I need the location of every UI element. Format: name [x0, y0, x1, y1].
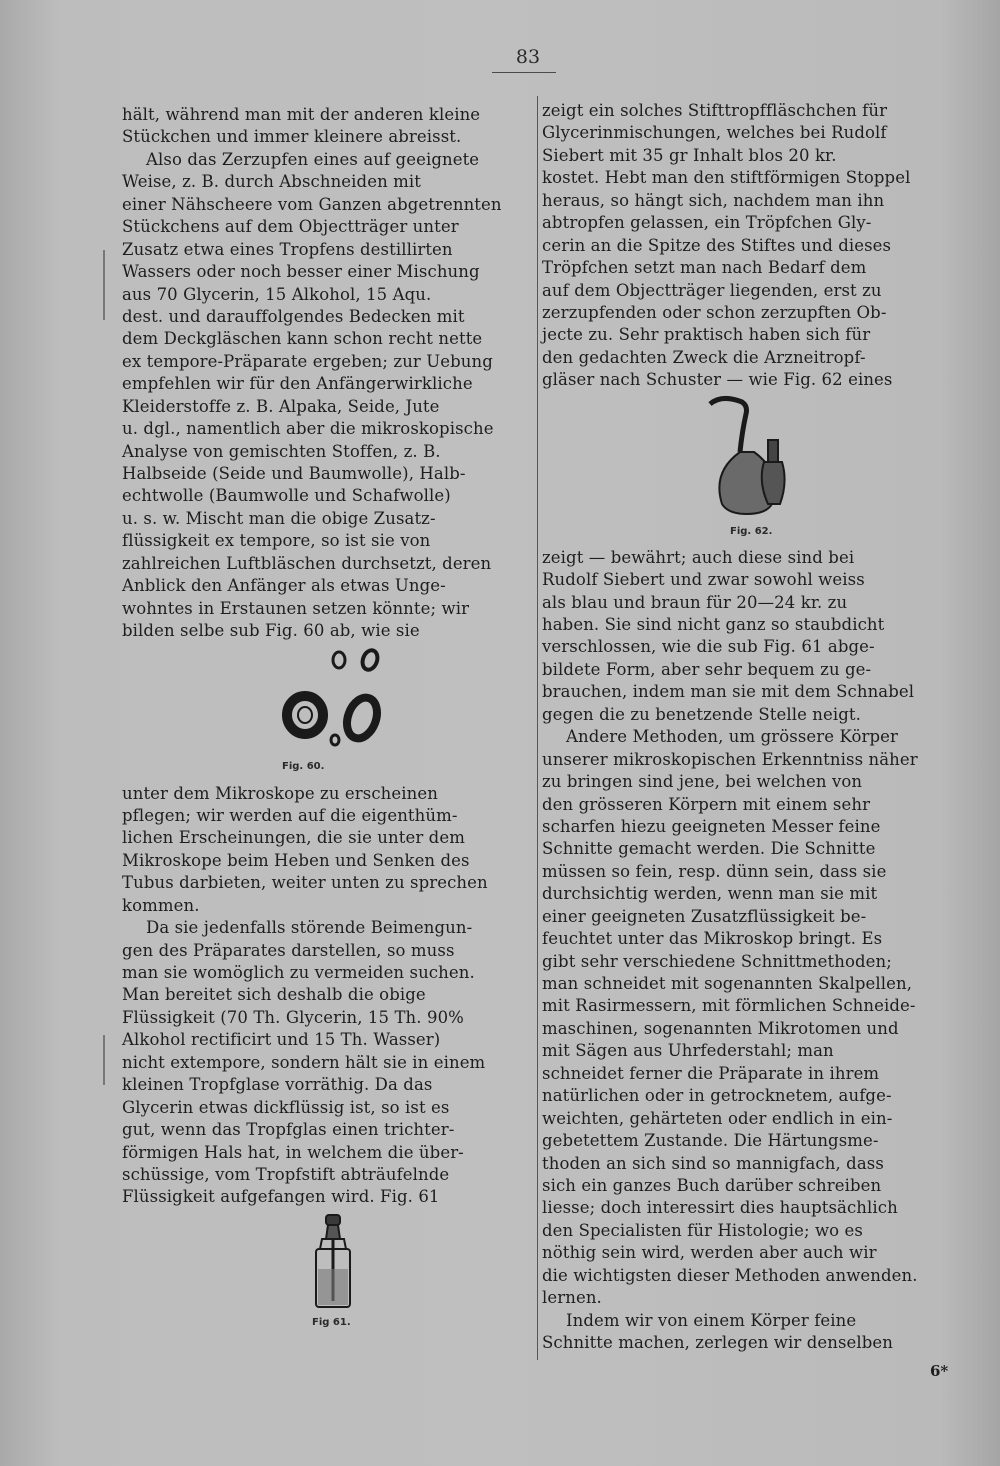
figure-61 — [122, 1209, 526, 1339]
text-line: dem Deckgläschen kann schon recht nette — [122, 329, 483, 349]
text-line: durchsichtig werden, wenn man sie mit — [542, 884, 878, 904]
margin-mark — [103, 1035, 105, 1085]
figure-61-caption: Fig 61. — [312, 1316, 351, 1328]
text-line: echtwolle (Baumwolle und Schafwolle) — [122, 486, 451, 506]
text-line: Glycerinmischungen, welches bei Rudolf — [542, 123, 887, 143]
text-line: Indem wir von einem Körper feine — [566, 1310, 857, 1330]
text-line: bilden selbe sub Fig. 60 ab, wie sie — [122, 621, 420, 641]
dropper-flask-illustration — [542, 392, 952, 522]
text-line: nöthig sein wird, werden aber auch wir — [542, 1243, 877, 1263]
text-line: Halbseide (Seide und Baumwolle), Halb- — [122, 464, 466, 483]
text-line: Weise, z. B. durch Abschneiden mit — [122, 172, 421, 192]
text-line: maschinen, sogenannten Mikrotomen und — [542, 1018, 899, 1038]
text-line: lernen. — [542, 1288, 602, 1308]
column-divider — [537, 96, 538, 1360]
text-line: sich ein ganzes Buch darüber schreiben — [542, 1175, 882, 1195]
text-line: schüssige, vom Tropfstift abträufelnde — [122, 1164, 450, 1184]
figure-62 — [542, 392, 952, 547]
text-line: kleinen Tropfglase vorräthig. Da das — [122, 1075, 433, 1095]
text-line: nicht extempore, sondern hält sie in einem — [122, 1052, 486, 1072]
text-line: Analyse von gemischten Stoffen, z. B. — [122, 441, 441, 461]
text-line: Anblick den Anfänger als etwas Unge- — [122, 576, 446, 596]
page-number-rule — [492, 72, 556, 73]
text-line: gen des Präparates darstellen, so muss — [122, 940, 455, 960]
text-line: ex tempore-Präparate ergeben; zur Uebung — [122, 351, 493, 371]
text-line: u. s. w. Mischt man die obige Zusatz- — [122, 508, 436, 528]
text-line: müssen so fein, resp. dünn sein, dass sie — [542, 861, 887, 881]
text-line: gibt sehr verschiedene Schnittmethoden; — [542, 951, 892, 971]
text-line: unserer mikroskopischen Erkenntniss näher — [542, 749, 918, 769]
text-line: gläser nach Schuster — wie Fig. 62 eines — [542, 370, 893, 390]
margin-mark — [103, 250, 105, 320]
text-line: Schnitte gemacht werden. Die Schnitte — [542, 839, 876, 859]
text-line: dest. und darauffolgendes Bedecken mit — [122, 306, 465, 326]
figure-60 — [122, 643, 526, 783]
text-line: Kleiderstoffe z. B. Alpaka, Seide, Jute — [122, 396, 440, 416]
text-line: aus 70 Glycerin, 15 Alkohol, 15 Aqu. — [122, 284, 432, 304]
text-line: unter dem Mikroskope zu erscheinen — [122, 783, 438, 803]
text-line: haben. Sie sind nicht ganz so staubdicht — [542, 615, 885, 634]
text-line: thoden an sich sind so mannigfach, dass — [542, 1153, 884, 1173]
text-line: schneidet ferner die Präparate in ihrem — [542, 1063, 880, 1083]
text-line: gebetettem Zustande. Die Härtungsme- — [542, 1131, 879, 1151]
text-line: bildete Form, aber sehr bequem zu ge- — [542, 659, 872, 679]
text-line: Man bereitet sich deshalb die obige — [122, 985, 426, 1005]
text-line: man schneidet mit sogenannten Skalpellen, — [542, 974, 913, 993]
text-line: u. dgl., namentlich aber die mikroskopische — [122, 419, 494, 439]
text-line: hält, während man mit der anderen kleine — [122, 105, 481, 124]
text-line: Wassers oder noch besser einer Mischung — [122, 262, 480, 282]
text-line: abtropfen gelassen, ein Tröpfchen Gly- — [542, 213, 872, 233]
left-text-block-1 — [122, 104, 526, 643]
text-line: einer Nähscheere vom Ganzen abgetrennten — [122, 194, 502, 214]
text-line: auf dem Objectträger liegenden, erst zu — [542, 280, 882, 300]
text-line: Siebert mit 35 gr Inhalt blos 20 kr. — [542, 145, 837, 165]
signature-mark: 6* — [930, 1362, 949, 1380]
text-line: kommen. — [122, 895, 200, 915]
text-line: heraus, so hängt sich, nachdem man ihn — [542, 190, 885, 210]
text-line: Flüssigkeit aufgefangen wird. Fig. 61 — [122, 1187, 440, 1207]
text-line: Tröpfchen setzt man nach Bedarf dem — [542, 258, 867, 278]
text-line: zahlreichen Luftbläschen durchsetzt, deren — [122, 553, 492, 573]
text-line: als blau und braun für 20—24 kr. zu — [542, 592, 848, 612]
text-line: zu bringen sind jene, bei welchen von — [542, 772, 863, 792]
figure-60-caption: Fig. 60. — [282, 760, 325, 772]
text-line: Da sie jedenfalls störende Beimengun- — [146, 918, 473, 938]
text-line: Zusatz etwa eines Tropfens destillirten — [122, 239, 453, 259]
text-line: Glycerin etwas dickflüssig ist, so ist es — [122, 1097, 450, 1117]
text-line: Stückchen und immer kleinere abreisst. — [122, 127, 462, 147]
figure-62-caption: Fig. 62. — [730, 525, 773, 537]
text-line: wohntes in Erstaunen setzen könnte; wir — [122, 598, 470, 618]
text-line: zerzupfenden oder schon zerzupften Ob- — [542, 302, 887, 322]
text-line: Rudolf Siebert und zwar sowohl weiss — [542, 570, 865, 590]
left-column — [122, 104, 526, 1339]
text-line: mit Rasirmessern, mit förmlichen Schneide- — [542, 996, 916, 1016]
text-line: lichen Erscheinungen, die sie unter dem — [122, 828, 465, 848]
text-line: natürlichen oder in getrocknetem, aufge- — [542, 1086, 892, 1106]
text-line: liesse; doch interessirt dies hauptsächlich — [542, 1198, 898, 1218]
dropper-bottle-illustration — [122, 1209, 526, 1319]
right-text-block-2 — [542, 547, 952, 1355]
text-line: Tubus darbieten, weiter unten zu sprechen — [122, 873, 488, 893]
text-line: förmigen Hals hat, in welchem die über- — [122, 1142, 464, 1162]
text-line: zeigt ein solches Stifttropffläschchen für — [542, 101, 888, 120]
text-line: Flüssigkeit (70 Th. Glycerin, 15 Th. 90% — [122, 1007, 464, 1027]
text-line: kostet. Hebt man den stiftförmigen Stoppel — [542, 168, 911, 188]
text-line: scharfen hiezu geeigneten Messer feine — [542, 816, 881, 836]
text-line: empfehlen wir für den Anfängerwirkliche — [122, 374, 473, 394]
text-line: weichten, gehärteten oder endlich in ein- — [542, 1108, 893, 1128]
text-line: den gedachten Zweck die Arzneitropf- — [542, 347, 866, 367]
right-text-block-1 — [542, 100, 952, 392]
text-line: Also das Zerzupfen eines auf geeignete — [146, 149, 480, 169]
text-line: den grösseren Körpern mit einem sehr — [542, 794, 871, 814]
text-line: Schnitte machen, zerlegen wir denselben — [542, 1333, 894, 1352]
text-line: Mikroskope beim Heben und Senken des — [122, 850, 470, 870]
text-line: Andere Methoden, um grössere Körper — [566, 727, 898, 747]
text-line: verschlossen, wie die sub Fig. 61 abge- — [542, 637, 875, 657]
text-line: jecte zu. Sehr praktisch haben sich für — [542, 325, 871, 345]
text-line: gut, wenn das Tropfglas einen trichter- — [122, 1120, 455, 1140]
page-number: 83 — [515, 46, 541, 68]
text-line: feuchtet unter das Mikroskop bringt. Es — [542, 929, 883, 949]
text-line: zeigt — bewährt; auch diese sind bei — [542, 547, 855, 567]
text-line: den Specialisten für Histologie; wo es — [542, 1220, 863, 1240]
left-text-block-2 — [122, 783, 526, 1209]
text-line: die wichtigsten dieser Methoden anwenden. — [542, 1265, 918, 1285]
text-line: brauchen, indem man sie mit dem Schnabel — [542, 682, 915, 702]
text-line: cerin an die Spitze des Stiftes und dieses — [542, 235, 892, 255]
text-line: Alkohol rectificirt und 15 Th. Wasser) — [122, 1030, 441, 1050]
air-bubbles-illustration — [122, 643, 526, 763]
text-line: pflegen; wir werden auf die eigenthüm- — [122, 805, 458, 825]
text-line: man sie womöglich zu vermeiden suchen. — [122, 963, 475, 982]
text-line: flüssigkeit ex tempore, so ist sie von — [122, 531, 431, 551]
text-line: gegen die zu benetzende Stelle neigt. — [542, 704, 862, 724]
text-line: mit Sägen aus Uhrfederstahl; man — [542, 1041, 834, 1061]
text-line: Stückchens auf dem Objectträger unter — [122, 217, 459, 237]
text-line: einer geeigneten Zusatzflüssigkeit be- — [542, 906, 867, 926]
right-column — [542, 100, 952, 1354]
